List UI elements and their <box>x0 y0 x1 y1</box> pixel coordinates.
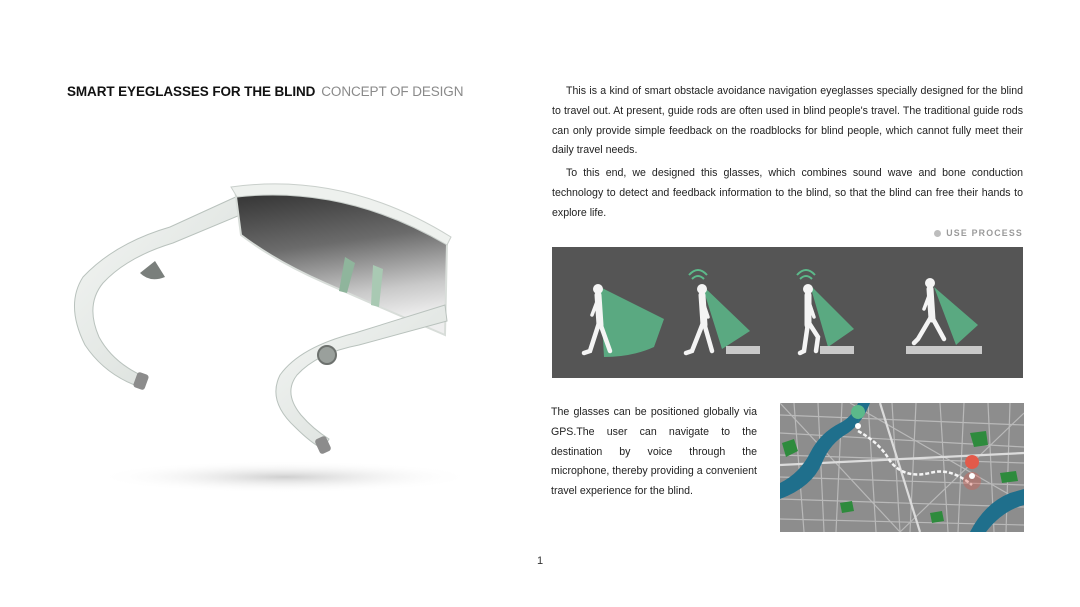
use-process-step-1 <box>584 284 664 357</box>
signal-wave-icon <box>689 270 707 279</box>
lens-visor <box>235 187 447 335</box>
page-title <box>67 84 463 99</box>
left-hinge-sensor <box>140 261 165 279</box>
left-temple-arm <box>74 195 245 387</box>
title-main: SMART EYEGLASSES FOR THE BLIND <box>67 84 316 99</box>
floor-shadow <box>95 461 475 493</box>
stepping-up-person-icon <box>914 278 944 343</box>
bullet-dot-icon <box>934 230 941 237</box>
signal-wave-icon <box>797 270 815 279</box>
title-subtitle: CONCEPT OF DESIGN <box>321 84 464 99</box>
obstacle-block-icon <box>906 346 982 354</box>
use-process-step-3 <box>797 270 854 354</box>
intro-paragraph-1: This is a kind of smart obstacle avoidance navigation eyeglasses specially designed for the blind to travel out. At present, guide rods are often used in blind people's travel. The traditional guide rods can only provide simple feedback on the roadblocks for blind people, which cannot fully meet their daily travel needs. <box>552 85 1023 157</box>
use-process-label: USE PROCESS <box>934 228 1023 238</box>
bone-conduction-speaker-icon <box>318 346 336 364</box>
use-process-step-4 <box>906 278 982 354</box>
use-process-step-2 <box>686 270 760 354</box>
right-temple-arm <box>276 305 447 449</box>
smart-eyeglasses-render <box>55 165 515 495</box>
intro-paragraph-2: To this end, we designed this glasses, which combines sound wave and bone conduction technology to detect and feedback information to the blind, so that the blind can free their hands to explore life. <box>552 167 1023 219</box>
navigation-map <box>780 403 1024 532</box>
gps-paragraph: The glasses can be positioned globally via GPS.The user can navigate to the destination by voice through the microphone, thereby providing a convenient travel experience for the blind. <box>551 406 757 498</box>
obstacle-block-icon <box>820 346 854 354</box>
page-number: 1 <box>536 555 544 567</box>
use-process-panel <box>552 247 1023 378</box>
obstacle-block-icon <box>726 346 760 354</box>
